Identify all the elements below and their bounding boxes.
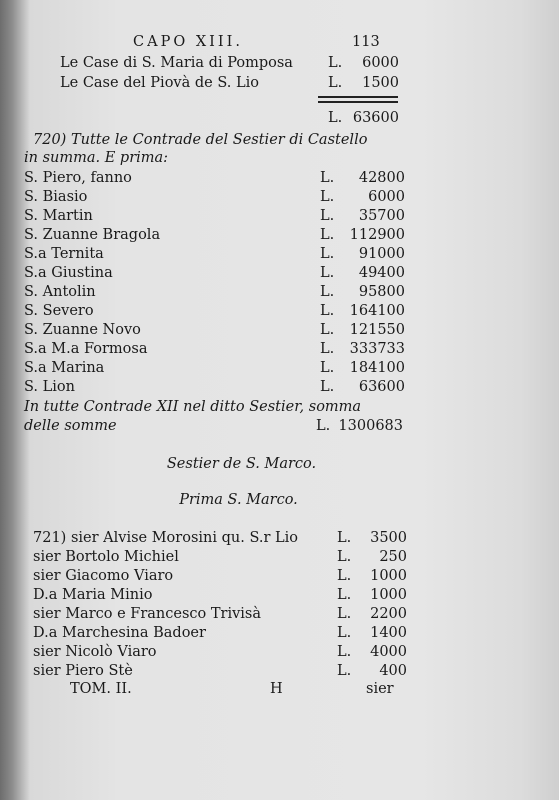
list-item [0, 189, 559, 209]
entry-name: sier Piero Stè [33, 663, 133, 679]
entry-name: sier Nicolò Viaro [33, 644, 157, 660]
entry-value: 35700 [358, 208, 405, 224]
entry-value: 2200 [370, 606, 407, 622]
entry-name: sier Giacomo Viaro [33, 568, 174, 584]
summary-text: In tutte Contrade XII nel ditto Sestier, somma [24, 399, 362, 415]
lira-symbol: L. [337, 644, 352, 660]
lira-symbol: L. [337, 663, 352, 679]
lira-symbol: L. [320, 208, 335, 224]
entry-name: S. Lion [24, 379, 75, 395]
section-intro [0, 150, 559, 170]
section-intro [0, 132, 559, 152]
list-item [0, 568, 559, 588]
entry-name: S.a Giustina [24, 265, 113, 281]
previous-entry [0, 75, 559, 95]
total-rule-bottom [318, 101, 398, 103]
entry-value: 95800 [358, 284, 405, 300]
lira-symbol: L. [320, 189, 335, 205]
entry-value: 1500 [362, 75, 399, 91]
entry-value: 4000 [370, 644, 407, 660]
list-item [0, 284, 559, 304]
lira-symbol: L. [337, 530, 352, 546]
entry-name: S. Zuanne Novo [24, 322, 141, 338]
subsection-heading [0, 492, 559, 512]
entry-name: sier Marco e Francesco Trivisà [33, 606, 262, 622]
entry-value: 164100 [349, 303, 405, 319]
entry-value: 42800 [358, 170, 405, 186]
lira-symbol: L. [337, 625, 352, 641]
lira-symbol: L. [328, 75, 343, 91]
entry-name: S. Martin [24, 208, 93, 224]
entry-name: D.a Marchesina Badoer [33, 625, 206, 641]
entry-name: sier Bortolo Michiel [33, 549, 179, 565]
entry-value: 6000 [368, 189, 405, 205]
lira-symbol: L. [320, 322, 335, 338]
lira-symbol: L. [320, 227, 335, 243]
previous-entry [0, 55, 559, 75]
list-item [0, 360, 559, 380]
entry-value: 250 [379, 549, 407, 565]
list-item [0, 303, 559, 323]
lira-symbol: L. [328, 110, 343, 126]
summary-line [0, 399, 559, 419]
entry-name: Le Case del Piovà de S. Lio [60, 75, 259, 91]
list-item [0, 322, 559, 342]
lira-symbol: L. [337, 549, 352, 565]
entry-name: D.a Maria Minio [33, 587, 153, 603]
lira-symbol: L. [320, 170, 335, 186]
lira-symbol: L. [320, 379, 335, 395]
list-item [0, 379, 559, 399]
entry-value: 1000 [370, 568, 407, 584]
entry-name: S. Severo [24, 303, 94, 319]
entry-value: 333733 [349, 341, 405, 357]
entry-name: Le Case di S. Maria di Pomposa [60, 55, 293, 71]
lira-symbol: L. [337, 587, 352, 603]
entry-name: S. Piero, fanno [24, 170, 132, 186]
lira-symbol: L. [337, 568, 352, 584]
entry-value: 112900 [349, 227, 405, 243]
entry-name: S. Biasio [24, 189, 88, 205]
prima-heading: Prima S. Marco. [179, 492, 298, 508]
entry-name: S.a Marina [24, 360, 105, 376]
lira-symbol: L. [328, 55, 343, 71]
intro-line: in summa. E prima: [24, 150, 169, 166]
entry-name: S. Antolin [24, 284, 96, 300]
catchword: sier [366, 681, 394, 697]
total-rule-top [318, 96, 398, 98]
entry-name: S.a Ternita [24, 246, 104, 262]
list-item [0, 170, 559, 190]
page-number: 113 [352, 34, 380, 50]
list-item [0, 227, 559, 247]
total-value: 63600 [352, 110, 399, 126]
summary-total [0, 418, 559, 438]
section-heading [0, 456, 559, 476]
lira-symbol: L. [320, 360, 335, 376]
list-item [0, 208, 559, 228]
summary-value: 1300683 [338, 418, 403, 434]
lira-symbol: L. [320, 284, 335, 300]
lira-symbol: L. [320, 341, 335, 357]
lira-symbol: L. [320, 303, 335, 319]
signature-mark: H [270, 681, 283, 697]
entry-value: 400 [379, 663, 407, 679]
list-item [0, 341, 559, 361]
entry-value: 1000 [370, 587, 407, 603]
entry-value: 1400 [370, 625, 407, 641]
list-item [0, 644, 559, 664]
summary-text: delle somme [24, 418, 117, 434]
entry-value: 184100 [349, 360, 405, 376]
list-item [0, 246, 559, 266]
entry-value: 6000 [362, 55, 399, 71]
lira-symbol: L. [320, 265, 335, 281]
intro-line: 720) Tutte le Contrade del Sestier di Castello [33, 132, 368, 148]
entry-value: 91000 [358, 246, 405, 262]
sestier-heading: Sestier de S. Marco. [166, 456, 317, 472]
chapter-title: CAPO XIII. [133, 34, 243, 50]
entry-name: 721) sier Alvise Morosini qu. S.r Lio [33, 530, 299, 546]
volume-mark: TOM. II. [70, 681, 132, 697]
list-item [0, 625, 559, 645]
list-item [0, 663, 559, 683]
entry-value: 121550 [349, 322, 405, 338]
lira-symbol: L. [337, 606, 352, 622]
entry-name: S.a M.a Formosa [24, 341, 148, 357]
entry-name: S. Zuanne Bragola [24, 227, 161, 243]
list-item [0, 549, 559, 569]
page-footer [0, 681, 559, 701]
running-head [0, 34, 559, 54]
entry-value: 63600 [358, 379, 405, 395]
list-item [0, 530, 559, 550]
list-item [0, 587, 559, 607]
list-item [0, 265, 559, 285]
entry-value: 49400 [358, 265, 405, 281]
previous-total [0, 110, 559, 130]
lira-symbol: L. [316, 418, 331, 434]
entry-value: 3500 [370, 530, 407, 546]
list-item [0, 606, 559, 626]
lira-symbol: L. [320, 246, 335, 262]
